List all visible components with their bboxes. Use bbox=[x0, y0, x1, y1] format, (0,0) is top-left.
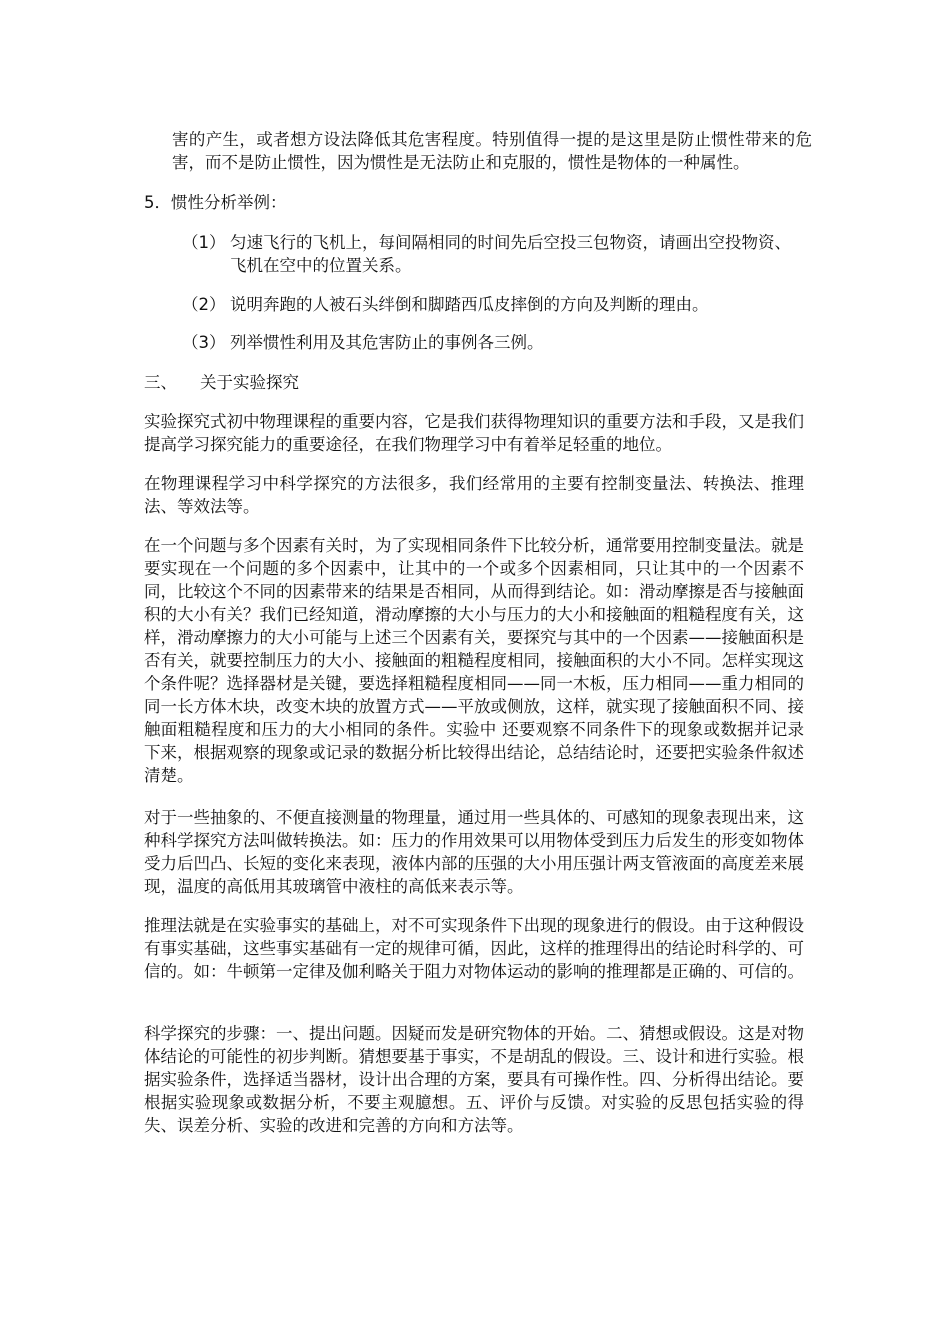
list-item-number: （1） bbox=[182, 233, 226, 252]
list-item-text: 列举惯性利用及其危害防止的事例各三例。 bbox=[230, 333, 544, 352]
paragraph-conversion: 对于一些抽象的、不便直接测量的物理量，通过用一些具体的、可感知的现象表现出来，这种科学探究方法叫做转换法。如：压力的作用效果可以用物体受到压力后发生的形变如物体受力后凹凸、长短的变化来表现，液体内部的压强的大小用压强计两支管液面的高度差来展现，温度的高低用其玻璃管中液柱的高低来表示等。 bbox=[144, 808, 804, 896]
list-item-text: 匀速飞行的飞机上，每间隔相同的时间先后空投三包物资，请画出空投物资、飞机在空中的位置关系。 bbox=[230, 233, 791, 275]
paragraph-methods: 在物理课程学习中科学探究的方法很多，我们经常用的主要有控制变量法、转换法、推理法、等效法等。 bbox=[144, 474, 804, 516]
section-heading-title: 关于实验探究 bbox=[200, 373, 299, 392]
list-item bbox=[0, 331, 950, 354]
list-item bbox=[0, 231, 950, 277]
section-heading-number: 三、 bbox=[144, 373, 177, 392]
paragraph-reasoning: 推理法就是在实验事实的基础上，对不可实现条件下出现的现象进行的假设。由于这种假设有事实基础，这些事实基础有一定的规律可循，因此，这样的推理得出的结论时科学的、可信的。如：牛顿第一定律及伽利略关于阻力对物体运动的影响的推理都是正确的、可信的。 bbox=[144, 916, 804, 981]
list-item bbox=[0, 293, 950, 316]
section-heading bbox=[0, 371, 950, 394]
continuation-paragraph: 害的产生，或者想方设法降低其危害程度。特别值得一提的是这里是防止惯性带来的危害，而不是防止惯性，因为惯性是无法防止和克服的，惯性是物体的一种属性。 bbox=[172, 130, 812, 172]
list-item-number: （2） bbox=[182, 295, 226, 314]
list-item-number: （3） bbox=[182, 333, 226, 352]
paragraph-experiment-intro: 实验探究式初中物理课程的重要内容，它是我们获得物理知识的重要方法和手段，又是我们提高学习探究能力的重要途径，在我们物理学习中有着举足轻重的地位。 bbox=[144, 412, 804, 454]
list-item-text: 说明奔跑的人被石头绊倒和脚踏西瓜皮摔倒的方向及判断的理由。 bbox=[230, 295, 709, 314]
section-5-title: 5．惯性分析举例： bbox=[144, 193, 287, 212]
paragraph-steps: 科学探究的步骤：一、提出问题。因疑而发是研究物体的开始。二、猜想或假设。这是对物体结论的可能性的初步判断。猜想要基于事实，不是胡乱的假设。三、设计和进行实验。根据实验条件，选择适当器材，设计出合理的方案，要具有可操作性。四、分析得出结论。要根据实验现象或数据分析，不要主观臆想。五、评价与反馈。对实验的反思包括实验的得失、误差分析、实验的改进和完善的方向和方法等。 bbox=[144, 1024, 804, 1135]
paragraph-control-variable: 在一个问题与多个因素有关时，为了实现相同条件下比较分析，通常要用控制变量法。就是要实现在一个问题的多个因素中，让其中的一个或多个因素相同，只让其中的一个因素不同，比较这个不同的因素带来的结果是否相同，从而得到结论。如：滑动摩擦是否与接触面积的大小有关？我们已经知道，滑动摩擦的大小与压力的大小和接触面的粗糙程度有关，这样，滑动摩擦力的大小可能与上述三个因素有关，要探究与其中的一个因素——接触面积是否有关，就要控制压力的大小、接触面的粗糙程度相同，接触面积的大小不同。怎样实现这个条件呢？选择器材是关键，要选择粗糙程度相同——同一木板，压力相同——重力相同的同一长方体木块，改变木块的放置方式——平放或侧放，这样，就实现了接触面积不同、接触面粗糙程度和压力的大小相同的条件。实验中 还要观察不同条件下的现象或数据并记录下来，根据观察的现象或记录的数据分析比较得出结论，总结结论时，还要把实验条件叙述清楚。 bbox=[144, 536, 804, 785]
